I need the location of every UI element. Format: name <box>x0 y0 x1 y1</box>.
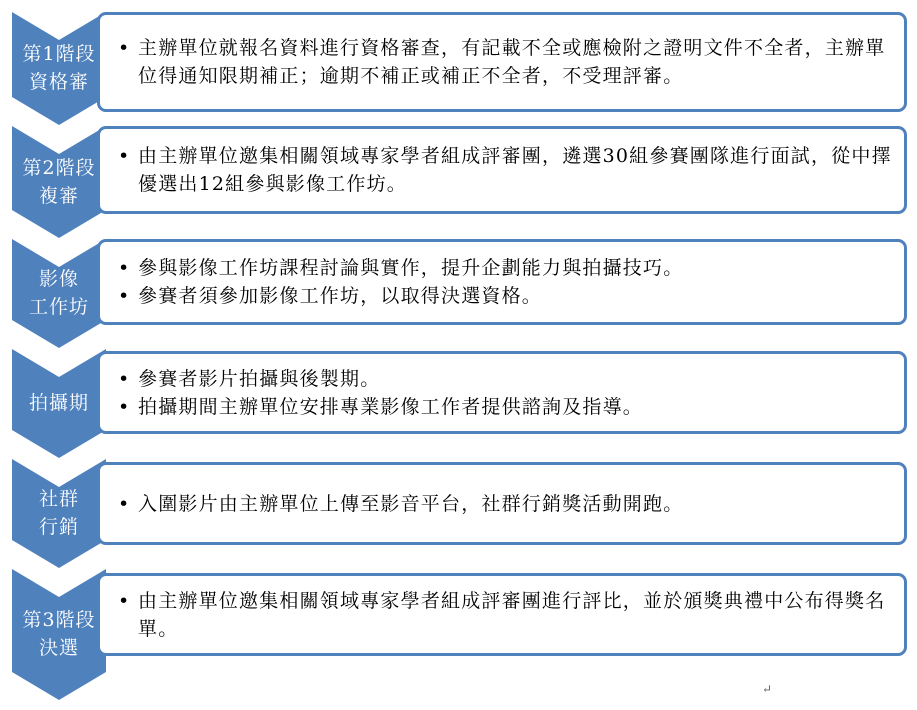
stage-label-line: 影像 <box>38 268 79 291</box>
stage-description-box <box>97 126 907 214</box>
bullet-dot: • <box>118 395 131 418</box>
bullet-dot: • <box>118 37 131 59</box>
stage-label <box>12 366 106 441</box>
bullet-item <box>118 393 898 421</box>
stage-label-line: 第2階段 <box>22 156 96 179</box>
stage-label-line: 行銷 <box>38 516 79 539</box>
stage-description-box <box>97 462 907 545</box>
bullet-item <box>118 282 898 310</box>
bullet-text: 參與影像工作坊課程討論與實作，提升企劃能力與拍攝技巧。 <box>138 257 684 279</box>
bullet-list <box>118 576 898 653</box>
bullet-list <box>118 129 898 211</box>
bullet-text: 由主辦單位邀集相關領域專家學者組成評審團，遴選30組參賽團隊進行面試，從中擇優選出12組參與影像工作坊。 <box>138 145 892 195</box>
bullet-text: 主辦單位就報名資料進行資格審查，有記載不全或應檢附之證明文件不全者，主辦單位得通知限期補正；逾期不補正或補正不全者，不受理評審。 <box>138 37 886 87</box>
bullet-text: 拍攝期間主辦單位安排專業影像工作者提供諮詢及指導。 <box>138 395 644 418</box>
stage-label-line: 複審 <box>38 184 79 207</box>
bullet-dot: • <box>118 145 131 167</box>
bullet-dot: • <box>118 589 131 612</box>
bullet-text: 參賽者須參加影像工作坊，以取得決選資格。 <box>138 285 543 307</box>
stage-label <box>12 476 106 551</box>
bullet-text: 由主辦單位邀集相關領域專家學者組成評審團進行評比，並於頒獎典禮中公布得獎名單。 <box>138 589 886 640</box>
stage-label-line: 第3階段 <box>22 609 96 632</box>
bullet-list <box>118 242 898 322</box>
bullet-item <box>118 34 898 90</box>
stage-description-box <box>97 351 907 434</box>
stage-label-line: 決選 <box>38 637 79 660</box>
stage-label-line: 社群 <box>38 488 79 511</box>
stage-label <box>12 256 106 331</box>
stage-label-line: 拍攝期 <box>28 392 89 415</box>
stage-description-box <box>97 12 907 112</box>
stage-description-box <box>97 239 907 325</box>
bullet-item <box>118 365 898 393</box>
bullet-list <box>118 15 898 109</box>
stage-label <box>12 586 106 683</box>
stage-description-box <box>97 573 907 656</box>
bullet-text: 參賽者影片拍攝與後製期。 <box>138 367 381 390</box>
stage-label-line: 工作坊 <box>28 296 89 319</box>
bullet-dot: • <box>118 367 131 390</box>
paragraph-mark: ↵ <box>762 682 773 696</box>
stage-label <box>12 29 106 108</box>
bullet-item <box>118 490 898 518</box>
bullet-dot: • <box>118 257 131 279</box>
bullet-item <box>118 254 898 282</box>
bullet-dot: • <box>118 492 131 515</box>
bullet-dot: • <box>118 285 131 307</box>
bullet-item <box>118 587 898 643</box>
bullet-item <box>118 142 898 198</box>
stage-label-line: 資格審 <box>28 71 89 94</box>
bullet-list <box>118 354 898 431</box>
bullet-text: 入圍影片由主辦單位上傳至影音平台，社群行銷獎活動開跑。 <box>138 492 684 515</box>
stage-label <box>12 143 106 221</box>
bullet-list <box>118 465 898 542</box>
stage-label-line: 第1階段 <box>22 43 96 66</box>
